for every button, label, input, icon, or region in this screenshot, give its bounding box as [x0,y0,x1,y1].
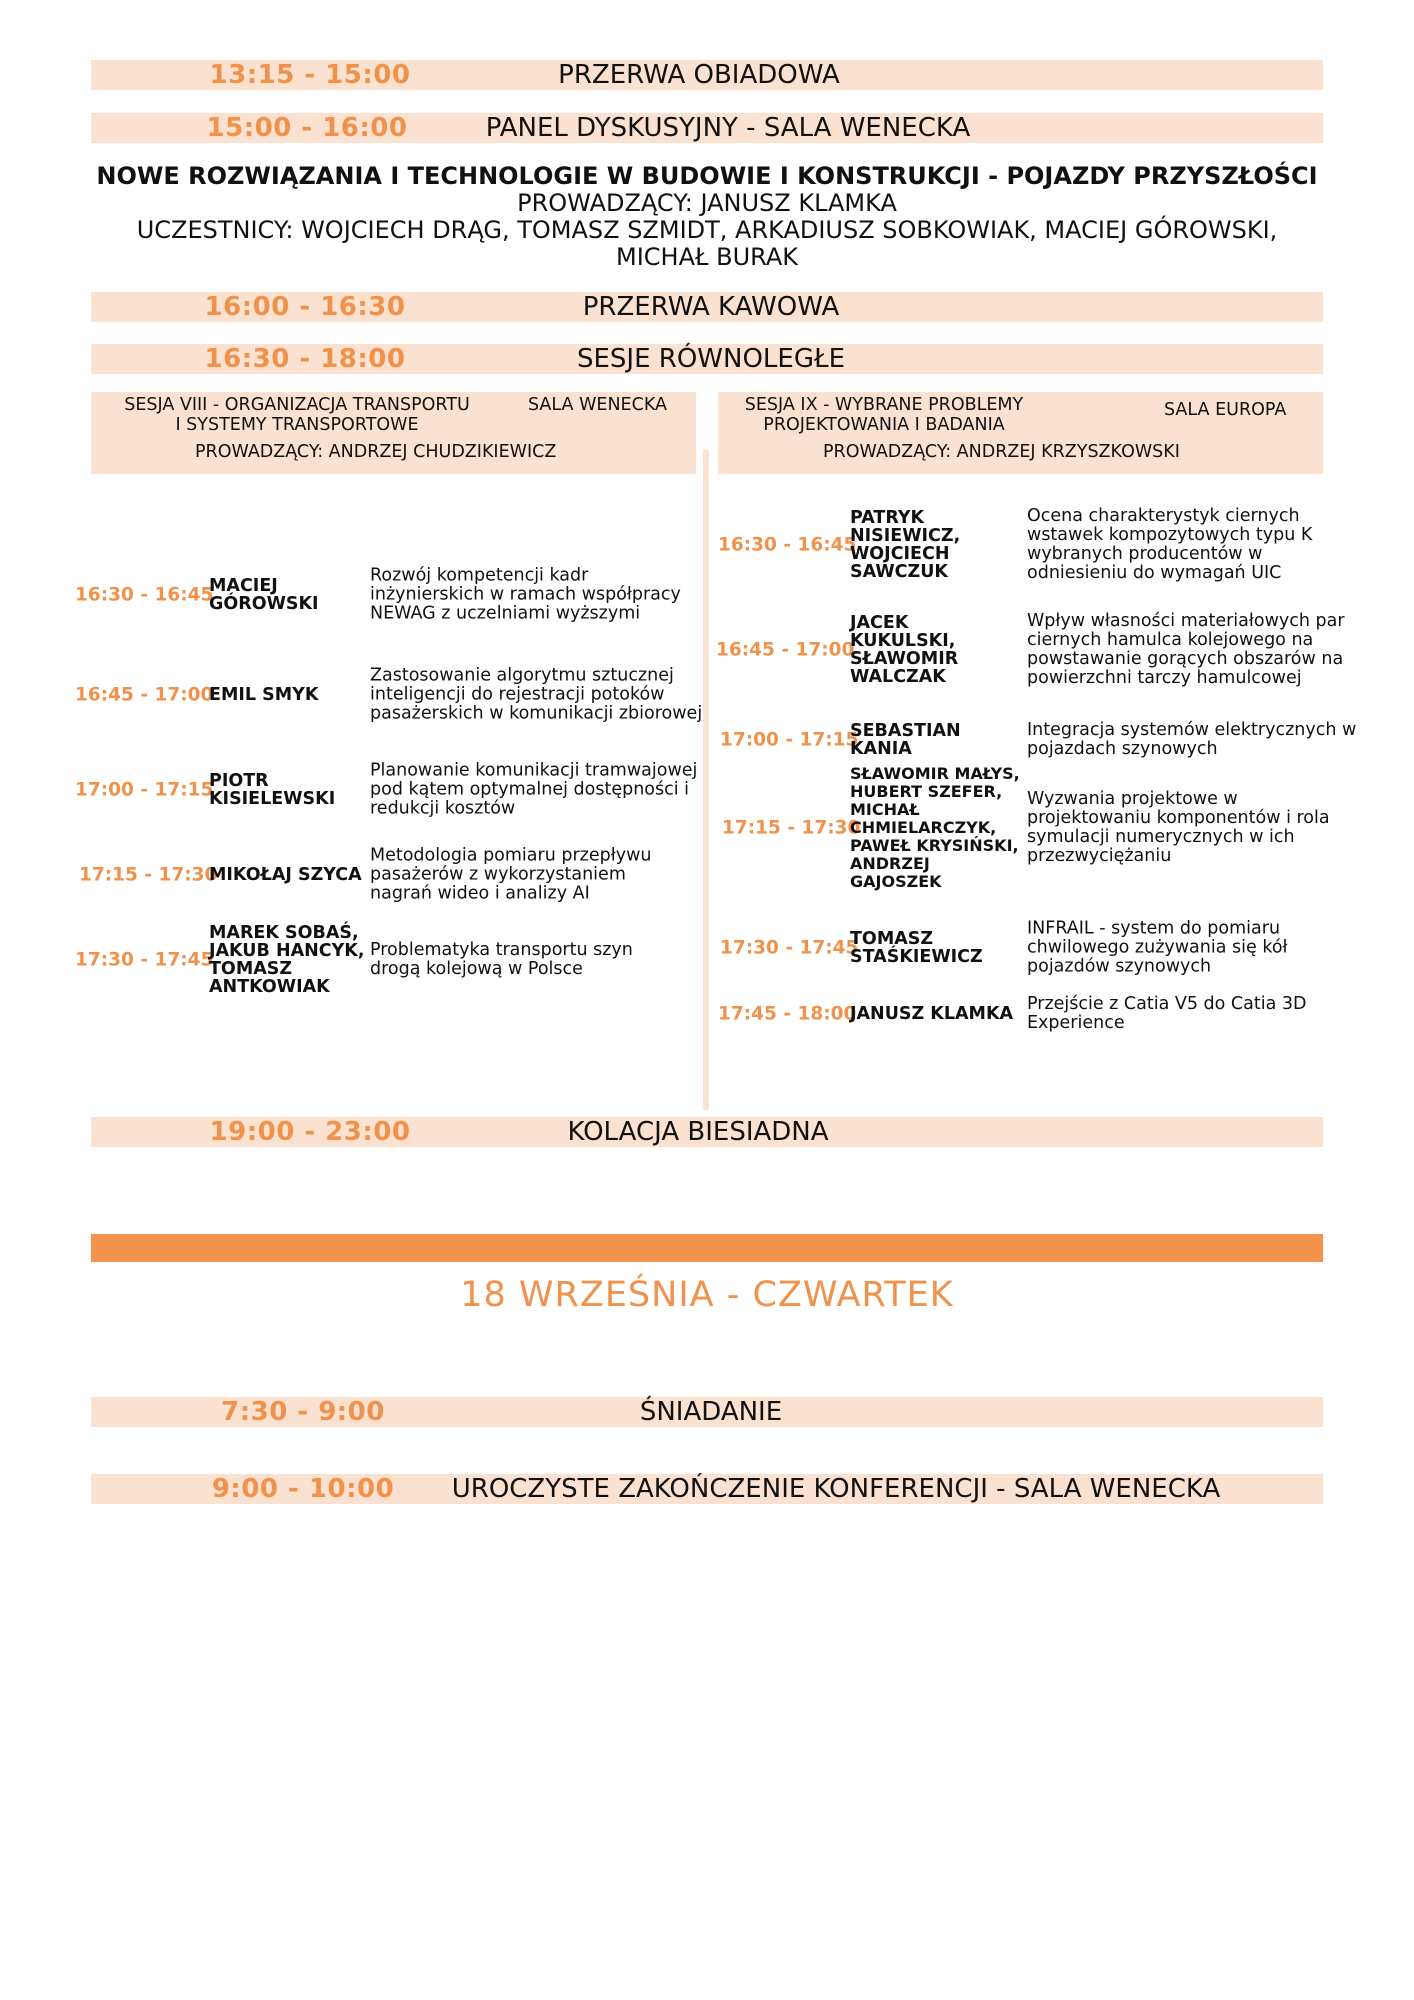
talk-time: 17:15 - 17:30 [722,817,861,839]
schedule-row-coffee [91,292,1323,322]
talk-title: Przejście z Catia V5 do Catia 3D Experience [1027,994,1307,1033]
day-separator-band [91,1234,1323,1262]
talk-speaker: MACIEJ GÓROWSKI [209,576,319,614]
talk-row [716,600,1356,700]
talk-row [716,918,1356,978]
talk-row [716,505,1356,585]
time-label: 9:00 - 10:00 [211,1474,395,1504]
time-label: 15:00 - 16:00 [206,113,408,143]
panel-participants-cont: MICHAŁ BURAK [615,243,798,271]
schedule-row-lunch [91,60,1323,90]
schedule-row-closing [91,1474,1323,1504]
talk-speaker: TOMASZ STAŚKIEWICZ [850,929,983,967]
talk-row [75,845,700,905]
talk-title: Problematyka transportu szyn drogą kolejową w Polsce [370,940,633,979]
talk-time: 17:15 - 17:30 [79,864,218,886]
talk-title: Zastosowanie algorytmu sztucznej inteligencji do rejestracji potoków pasażerskich w komunikacji zbiorowej [370,665,703,724]
session-room: SALA WENECKA [528,395,667,415]
day-heading: 18 WRZEŚNIA - CZWARTEK [460,1275,954,1315]
talk-title: Metodologia pomiaru przepływu pasażerów z wykorzystaniem nagrań wideo i analizy AI [370,845,652,904]
time-label: 16:30 - 18:00 [204,344,406,374]
time-label: 13:15 - 15:00 [209,60,411,90]
talk-title: Planowanie komunikacji tramwajowej pod kątem optymalnej dostępności i redukcji kosztów [370,760,698,819]
talk-row [75,560,700,630]
time-label: 16:00 - 16:30 [204,292,406,322]
talk-row [716,764,1356,891]
talk-speaker: SEBASTIAN KANIA [850,721,961,759]
talk-time: 16:30 - 16:45 [75,584,214,606]
talk-speaker: MAREK SOBAŚ, JAKUB HANCYK, TOMASZ ANTKOWIAK [209,923,365,997]
talk-time: 16:45 - 17:00 [716,639,855,661]
event-label: PRZERWA KAWOWA [582,292,840,322]
session-title: SESJA VIII - ORGANIZACJA TRANSPORTU I SYSTEMY TRANSPORTOWE [124,395,470,435]
talk-time: 16:30 - 16:45 [718,534,857,556]
panel-participants: UCZESTNICY: WOJCIECH DRĄG, TOMASZ SZMIDT, ARKADIUSZ SOBKOWIAK, MACIEJ GÓROWSKI, [136,216,1278,244]
schedule-row-parallel [91,344,1323,374]
session-divider [703,450,709,1110]
talk-title: Wpływ własności materiałowych par ciernych hamulca kolejowego na powstawanie gorących obszarów na powierzchni tarczy hamulcowej [1027,611,1345,688]
talk-speaker: JANUSZ KLAMKA [850,1004,1014,1024]
session-viii-header [91,392,696,474]
talk-time: 17:30 - 17:45 [75,949,214,971]
talk-speaker: SŁAWOMIR MAŁYS, HUBERT SZEFER, MICHAŁ CHMIELARCZYK, PAWEŁ KRYSIŃSKI, ANDRZEJ GAJOSZEK [850,764,1020,891]
talk-title: Wyzwania projektowe w projektowaniu komponentów i rola symulacji numerycznych w ich przezwyciężaniu [1027,789,1330,866]
talk-row [716,992,1356,1036]
talk-time: 16:45 - 17:00 [75,684,214,706]
talk-row [75,750,700,830]
talk-time: 17:45 - 18:00 [718,1003,857,1025]
talk-time: 17:00 - 17:15 [720,729,859,751]
talk-title: INFRAIL - system do pomiaru chwilowego zużywania się kół pojazdów szynowych [1027,918,1288,977]
talk-row [75,920,700,1000]
event-label: ŚNIADANIE [639,1397,783,1427]
talk-speaker: PATRYK NISIEWICZ, WOJCIECH SAWCZUK [850,508,961,582]
session-moderator: PROWADZĄCY: ANDRZEJ KRZYSZKOWSKI [823,442,1180,462]
time-label: 7:30 - 9:00 [221,1397,385,1427]
talk-speaker: PIOTR KISIELEWSKI [209,771,336,809]
panel-moderator: PROWADZĄCY: JANUSZ KLAMKA [517,189,897,217]
talk-speaker: JACEK KUKULSKI, SŁAWOMIR WALCZAK [850,613,959,687]
talk-row [716,718,1356,762]
panel-description [91,162,1323,271]
talk-speaker: MIKOŁAJ SZYCA [209,865,362,885]
talk-row [75,655,703,735]
session-ix-header [718,392,1323,474]
session-room: SALA EUROPA [1164,400,1287,420]
session-title: SESJA IX - WYBRANE PROBLEMY PROJEKTOWANIA I BADANIA [744,395,1024,435]
talk-time: 17:00 - 17:15 [75,779,214,801]
event-label: UROCZYSTE ZAKOŃCZENIE KONFERENCJI - SALA WENECKA [451,1474,1221,1504]
schedule-row-breakfast [91,1397,1323,1427]
event-label: SESJE RÓWNOLEGŁE [576,344,846,374]
talk-time: 17:30 - 17:45 [720,937,859,959]
talk-title: Rozwój kompetencji kadr inżynierskich w ramach współpracy NEWAG z uczelniami wyższymi [370,565,681,624]
event-label: PANEL DYSKUSYJNY - SALA WENECKA [485,113,971,143]
time-label: 19:00 - 23:00 [209,1117,411,1147]
talk-title: Integracja systemów elektrycznych w pojazdach szynowych [1027,720,1357,759]
event-label: PRZERWA OBIADOWA [558,60,840,90]
panel-title: NOWE ROZWIĄZANIA I TECHNOLOGIE W BUDOWIE I KONSTRUKCJI - POJAZDY PRZYSZŁOŚCI [96,162,1318,190]
schedule-row-dinner [91,1117,1323,1147]
talk-speaker: EMIL SMYK [209,685,319,705]
session-moderator: PROWADZĄCY: ANDRZEJ CHUDZIKIEWICZ [195,442,557,462]
talk-title: Ocena charakterystyk ciernych wstawek kompozytowych typu K wybranych producentów w odniesieniu do wymagań UIC [1027,506,1313,583]
event-label: KOLACJA BIESIADNA [567,1117,829,1147]
schedule-row-panel [91,113,1323,143]
